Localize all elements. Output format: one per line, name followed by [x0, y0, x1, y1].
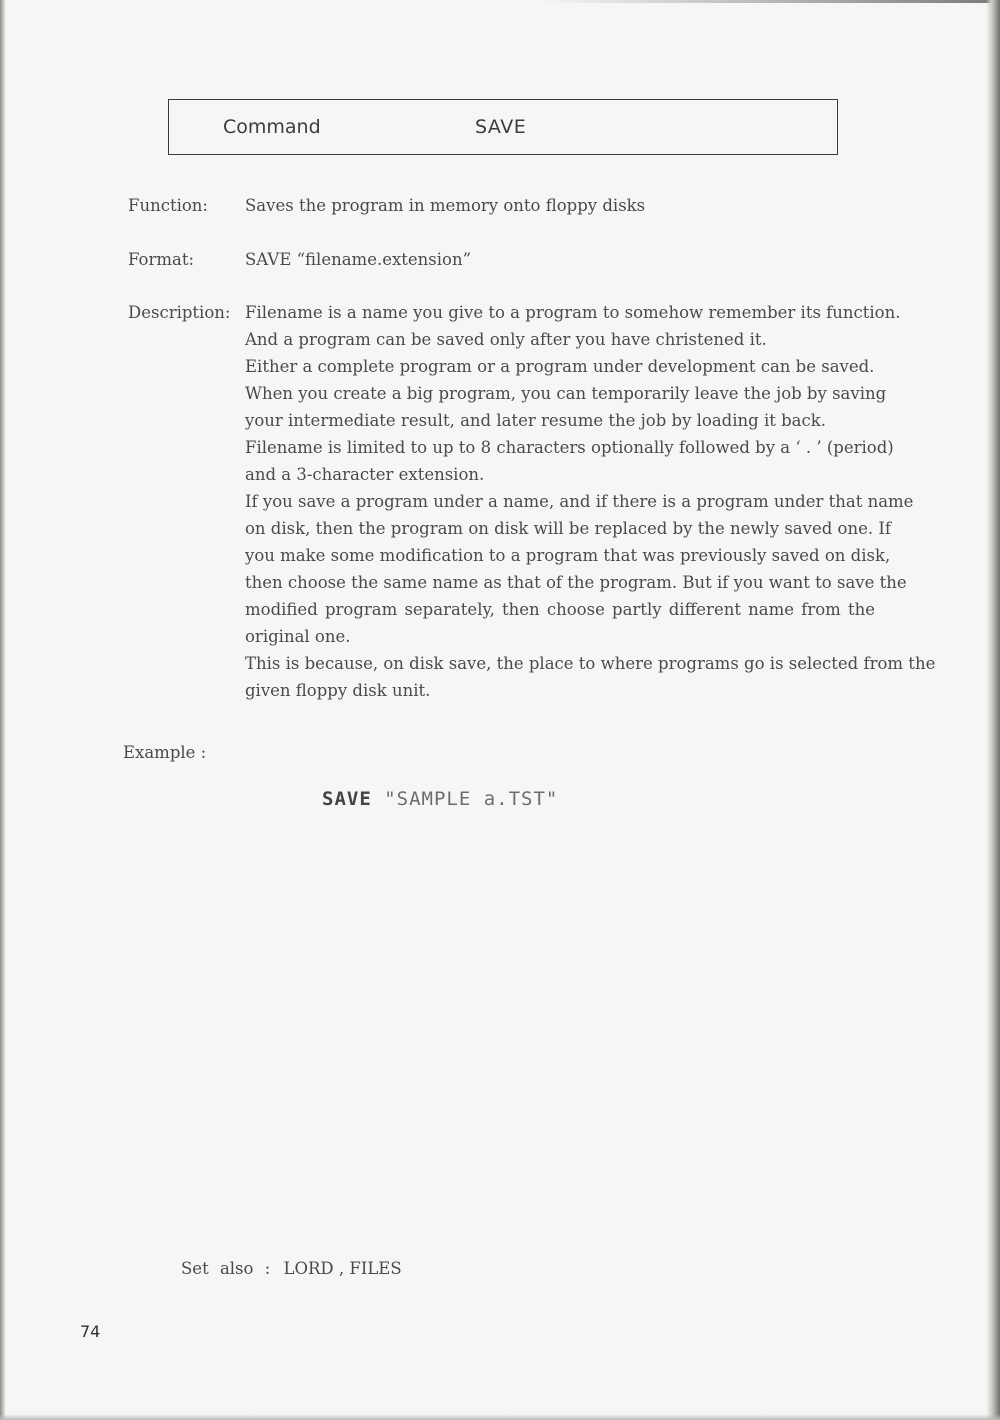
example-keyword: SAVE [322, 788, 372, 810]
page-top-edge [540, 0, 1000, 3]
command-name: SAVE [475, 116, 527, 138]
description-line: If you save a program under a name, and if there is a program under that name [245, 492, 914, 511]
command-header-box [168, 99, 838, 155]
description-body [245, 299, 936, 704]
page-right-edge [986, 0, 1000, 1420]
format-label: Format: [128, 250, 195, 269]
page-binding-shadow [0, 0, 6, 1420]
description-line: Filename is limited to up to 8 characters optionally followed by a ‘ . ’ (period) [245, 438, 894, 457]
format-text: SAVE “filename.extension” [245, 250, 472, 269]
description-line: given floppy disk unit. [245, 681, 431, 700]
function-label: Function: [128, 196, 208, 215]
page-bottom-edge [0, 1414, 1000, 1420]
page-number: 74 [80, 1322, 101, 1341]
description-line: on disk, then the program on disk will be replaced by the newly saved one. If [245, 519, 891, 538]
command-header-label: Command [223, 116, 321, 138]
see-also-label: Set also : [181, 1259, 271, 1278]
function-text: Saves the program in memory onto floppy disks [245, 196, 646, 215]
description-line: And a program can be saved only after you have christened it. [245, 330, 767, 349]
description-line: modified program separately, then choose partly different name from the [245, 600, 875, 619]
see-also-refs: LORD , FILES [283, 1259, 402, 1278]
description-line: you make some modification to a program that was previously saved on disk, [245, 546, 891, 565]
example-argument: "SAMPLE a.TST" [384, 788, 559, 810]
description-line: your intermediate result, and later resume the job by loading it back. [245, 411, 826, 430]
description-label: Description: [128, 303, 231, 322]
description-line: original one. [245, 627, 351, 646]
description-line: When you create a big program, you can temporarily leave the job by saving [245, 384, 887, 403]
description-line: then choose the same name as that of the program. But if you want to save the [245, 573, 907, 592]
description-line: Either a complete program or a program under development can be saved. [245, 357, 875, 376]
example-code [322, 788, 558, 810]
example-label: Example : [123, 743, 207, 762]
description-line: Filename is a name you give to a program to somehow remember its function. [245, 303, 901, 322]
description-line: This is because, on disk save, the place to where programs go is selected from the [245, 654, 936, 673]
description-line: and a 3-character extension. [245, 465, 485, 484]
see-also [181, 1259, 402, 1278]
